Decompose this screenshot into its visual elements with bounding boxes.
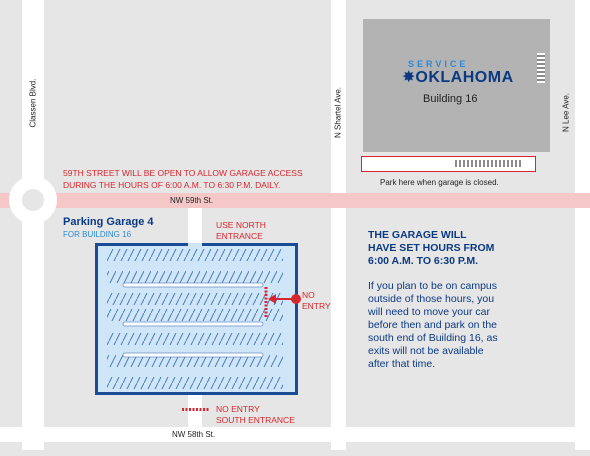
- logo-star-icon: ✸: [402, 69, 416, 86]
- street-label-classen: Classen Blvd.: [28, 78, 38, 128]
- street-label-nw59: NW 59th St.: [170, 196, 214, 205]
- info-body-5: south end of Building 16, as: [368, 332, 498, 344]
- street-label-nw58: NW 58th St.: [172, 430, 216, 439]
- east-no-entry-label-1: NO: [302, 290, 315, 300]
- east-no-entry-marker: [268, 289, 302, 309]
- north-entrance-label-1: USE NORTH: [216, 220, 266, 230]
- park-here-note: Park here when garage is closed.: [380, 178, 499, 187]
- logo-oklahoma-text: OKLAHOMA: [415, 69, 514, 86]
- lower-strip: [0, 450, 590, 456]
- info-headline-2: HAVE SET HOURS FROM: [368, 242, 495, 254]
- info-body-2: outside of those hours, you: [368, 293, 495, 305]
- info-body-4: before then and park on the: [368, 319, 498, 331]
- oklahoma-logo: [402, 69, 514, 87]
- building-name: Building 16: [423, 93, 478, 105]
- garage-north-drive: [188, 208, 202, 244]
- info-headline-3: 6:00 A.M. TO 6:30 P.M.: [368, 255, 479, 267]
- info-body-3: will need to move your car: [368, 306, 490, 318]
- overflow-parking-stalls: [455, 160, 521, 167]
- nw-59th-road: [0, 193, 590, 208]
- info-body-7: after that time.: [368, 358, 436, 370]
- garage-subtitle: FOR BUILDING 16: [63, 230, 132, 239]
- south-no-entry-marker: [182, 408, 209, 411]
- notice-59th-line2: DURING THE HOURS OF 6:00 A.M. TO 6:30 P.M. DAILY.: [63, 180, 281, 190]
- south-no-entry-label-2: SOUTH ENTRANCE: [216, 415, 295, 425]
- roundabout: [0, 170, 70, 230]
- building-stairs-east: [537, 53, 545, 83]
- overflow-parking-area: [361, 156, 536, 172]
- parking-garage-4: [95, 243, 298, 395]
- info-body-1: If you plan to be on campus: [368, 280, 497, 292]
- nw-58th-road: [0, 427, 590, 442]
- garage-title: Parking Garage 4: [63, 216, 154, 228]
- street-label-shartel: N Shartel Ave.: [333, 87, 343, 138]
- east-no-entry-label-2: ENTRY: [302, 301, 331, 311]
- south-no-entry-label-1: NO ENTRY: [216, 404, 260, 414]
- logo-service-text: SERVICE: [408, 59, 469, 69]
- lee-ave-road: [575, 0, 590, 456]
- north-entrance-label-2: ENTRANCE: [216, 231, 263, 241]
- info-headline-1: THE GARAGE WILL: [368, 229, 467, 241]
- info-panel: [368, 229, 568, 371]
- info-body-6: exits will not be available: [368, 345, 484, 357]
- shartel-ave-road: [331, 0, 346, 456]
- street-label-lee: N Lee Ave.: [561, 93, 571, 132]
- notice-59th-line1: 59TH STREET WILL BE OPEN TO ALLOW GARAGE ACCESS: [63, 168, 303, 178]
